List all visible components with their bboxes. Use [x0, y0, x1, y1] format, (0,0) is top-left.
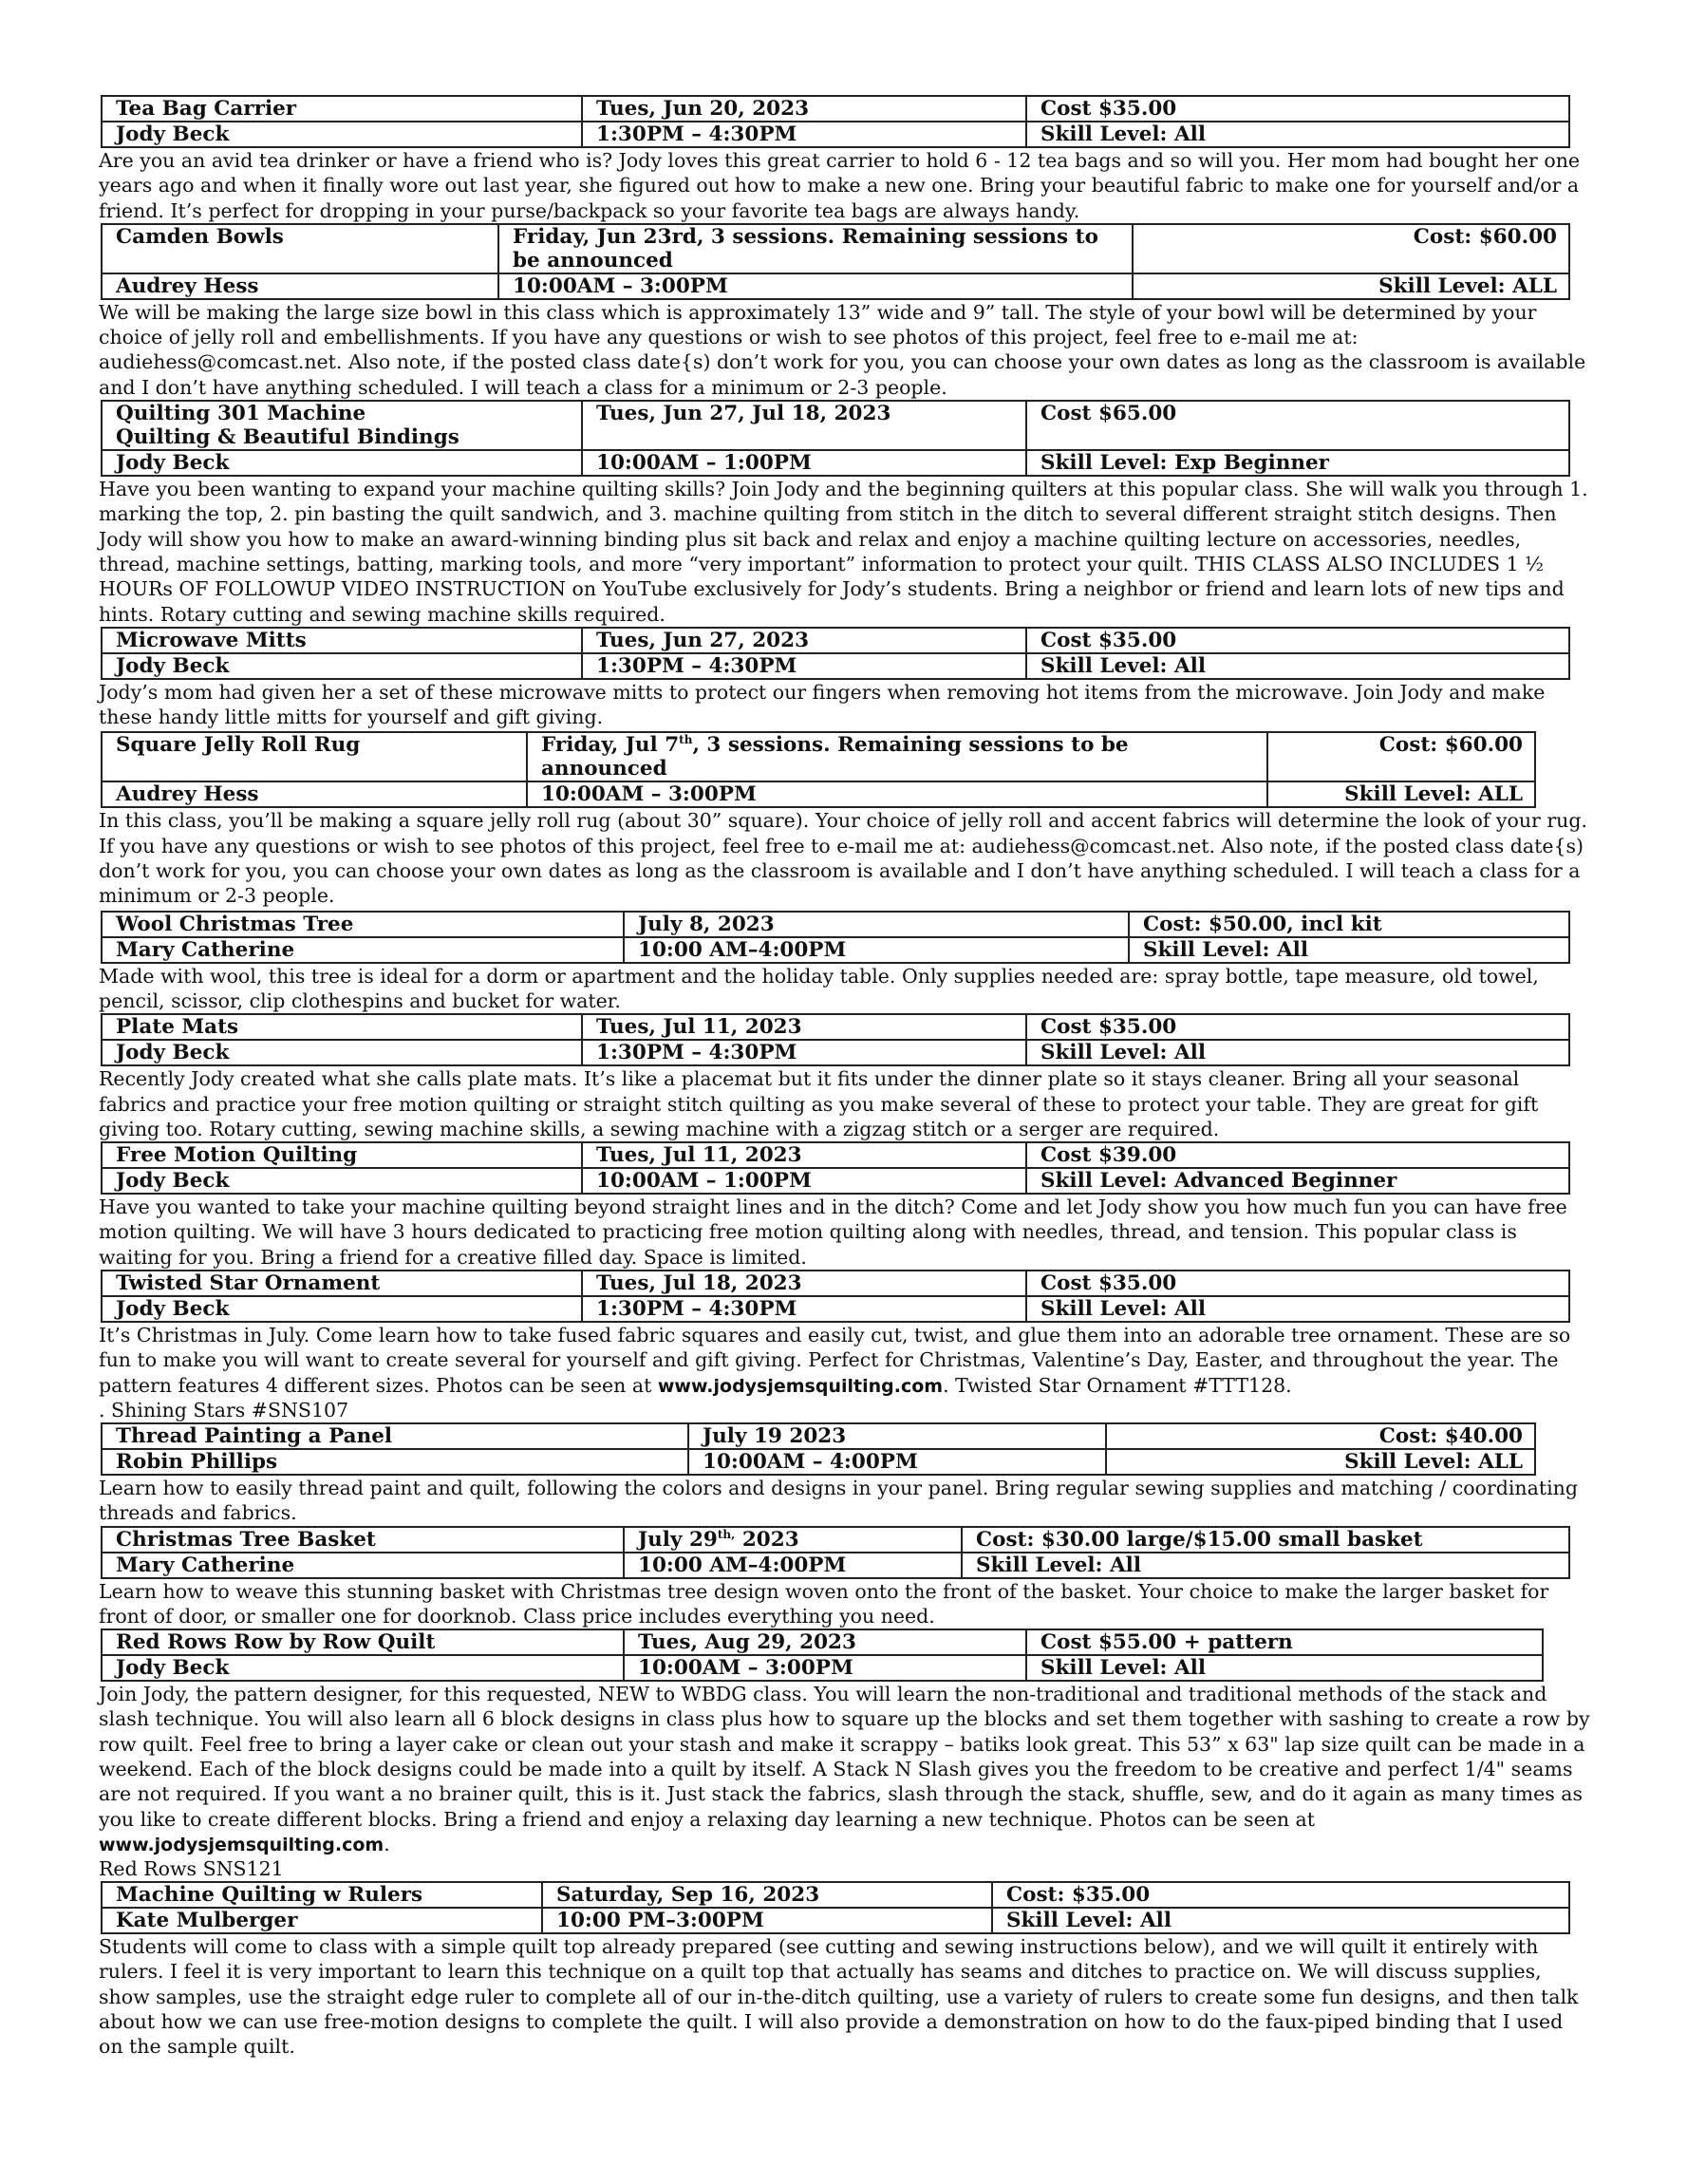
pattern-note: Red Rows SNS121: [99, 1857, 284, 1881]
class-wool-christmas-tree: [99, 911, 1591, 1014]
class-description: Learn how to weave this stunning basket with Christmas tree design woven onto the front of the basket. Your choice to make the larger basket for front of door, or smaller one for doorknob. Class price includes everything you need.: [99, 1579, 1549, 1628]
class-title: Thread Painting a Panel: [102, 1423, 688, 1449]
class-skill: Skill Level: All: [992, 1908, 1569, 1933]
class-time: 1:30PM – 4:30PM: [582, 1040, 1026, 1065]
class-description: Have you wanted to take your machine quilting beyond straight lines and in the ditch? Come and let Jody show you how much fun you can have free motion quilting. We will have 3 hours dedicated to practicing free motion quilting along with needles, thread, and tension. This popular class is waiting for you. Bring a friend for a creative filled day. Space is limited.: [99, 1196, 1567, 1269]
class-description: Join Jody, the pattern designer, for this requested, NEW to WBDG class. You will learn the non-traditional and traditional methods of the stack and slash technique. You will also learn all 6 block designs in class plus how to square up the blocks and set them together with sashing to create a row by row quilt. Feel free to bring a layer cake or clean out your stash and make it scrappy – batiks look great. This 53” x 63" lap size quilt can be made in a weekend. Each of the block designs could be made into a quilt by itself. A Stack N Slash gives you the freedom to be creative and perfect 1/4" seams are not required. If you want a no brainer quilt, this is it. Just stack the fabrics, slash through the stack, shuffle, sew, and do it again as many times as you like to create different blocks. Bring a friend and enjoy a relaxing day learning a new technique. Photos can be seen at www.jodysjemsquilting.com.: [99, 1683, 1590, 1855]
class-skill: Skill Level: All: [1026, 653, 1569, 679]
class-skill: Skill Level: ALL: [1106, 1449, 1535, 1475]
class-title: Wool Christmas Tree: [102, 912, 624, 937]
class-description: We will be making the large size bowl in this class which is approximately 13” wide and 9” tall. The style of your bowl will be determined by your choice of jelly roll and embellishments. If you have any questions or wish to see photos of this project, feel free to e-mail me at: audiehess@comcast.net. Also note, if the posted class date{s) don’t work for you, you can choose your own dates as long as the classroom is available and I don’t have anything scheduled. I will teach a class for a minimum or 2-3 people.: [99, 300, 1586, 399]
class-cost: Cost: $50.00, incl kit: [1129, 912, 1569, 937]
class-title: Twisted Star Ornament: [102, 1271, 582, 1296]
class-skill: Skill Level: All: [962, 1553, 1569, 1578]
class-title: Plate Mats: [102, 1014, 582, 1040]
class-christmas-tree-basket: [99, 1526, 1591, 1629]
class-date: Tues, Jul 11, 2023: [582, 1014, 1026, 1040]
class-title: [102, 401, 582, 450]
class-title: Free Motion Quilting: [102, 1142, 582, 1168]
class-title: Square Jelly Roll Rug: [102, 732, 527, 781]
class-header-table: [101, 1141, 1570, 1195]
class-skill: Skill Level: ALL: [1133, 273, 1569, 299]
class-quilting-301: [99, 400, 1591, 627]
class-instructor: Jody Beck: [102, 122, 582, 147]
class-title-line1: Quilting 301 Machine: [116, 402, 366, 426]
class-cost: Cost: $30.00 large/$15.00 small basket: [962, 1527, 1569, 1553]
class-thread-painting-panel: [99, 1422, 1591, 1526]
class-instructor: Kate Mulberger: [102, 1908, 542, 1933]
class-instructor: Audrey Hess: [102, 781, 527, 807]
class-description: Made with wool, this tree is ideal for a dorm or apartment and the holiday table. Only supplies needed are: spray bottle, tape measure, old towel, pencil, scissor, clip clothespins and bucket for water.: [99, 964, 1539, 1012]
class-instructor: Jody Beck: [102, 1040, 582, 1065]
class-date: Friday, Jun 23rd, 3 sessions. Remaining sessions to be announced: [498, 224, 1133, 273]
class-instructor: Jody Beck: [102, 450, 582, 476]
class-instructor: Mary Catherine: [102, 1553, 624, 1578]
class-description: Recently Jody created what she calls plate mats. It’s like a placemat but it fits under the dinner plate so it stays cleaner. Bring all your seasonal fabrics and practice your free motion quilting or straight stitch quilting as you make several of these to protect your table. They are great for gift giving too. Rotary cutting, sewing machine skills, a sewing machine with a zigzag stitch or a serger are required.: [99, 1067, 1539, 1140]
website-link[interactable]: www.jodysjemsquilting.com: [99, 1834, 384, 1855]
class-header-table: [101, 223, 1570, 300]
class-free-motion-quilting: [99, 1141, 1591, 1270]
class-square-jelly-roll-rug: [99, 731, 1591, 908]
class-skill: Skill Level: Advanced Beginner: [1026, 1168, 1569, 1194]
class-red-rows: [99, 1629, 1591, 1881]
class-skill: Skill Level: All: [1026, 122, 1569, 147]
class-skill: Skill Level: Exp Beginner: [1026, 450, 1569, 476]
class-header-table: [101, 1422, 1536, 1476]
class-header-table: [101, 1881, 1570, 1934]
class-instructor: Robin Phillips: [102, 1449, 688, 1475]
class-header-table: [101, 1629, 1544, 1682]
class-cost: Cost $35.00: [1026, 96, 1569, 122]
class-time: 10:00 PM–3:00PM: [542, 1908, 992, 1933]
class-date: Saturday, Sep 16, 2023: [542, 1882, 992, 1908]
class-time: 1:30PM – 4:30PM: [582, 653, 1026, 679]
class-date: Tues, Jul 18, 2023: [582, 1271, 1026, 1296]
class-date: Tues, Jun 27, 2023: [582, 628, 1026, 653]
class-cost: Cost $35.00: [1026, 1271, 1569, 1296]
website-link[interactable]: www.jodysjemsquilting.com: [657, 1375, 944, 1397]
class-instructor: Jody Beck: [102, 1296, 582, 1322]
class-title: Machine Quilting w Rulers: [102, 1882, 542, 1908]
class-camden-bowls: [99, 223, 1591, 400]
class-header-table: [101, 911, 1570, 964]
class-cost: Cost: $35.00: [992, 1882, 1569, 1908]
class-time: 1:30PM – 4:30PM: [582, 1296, 1026, 1322]
class-date: July $29^{th,}$ 2023: [624, 1527, 962, 1553]
class-date: Friday, Jul 7th, 3 sessions. Remaining sessions to be announced: [527, 732, 1267, 781]
class-title: Christmas Tree Basket: [102, 1527, 624, 1553]
class-cost: Cost: $60.00: [1267, 732, 1535, 781]
class-date: Tues, Jun 20, 2023: [582, 96, 1026, 122]
class-time: 10:00AM – 3:00PM: [498, 273, 1133, 299]
class-date: Tues, Aug 29, 2023: [624, 1629, 1026, 1655]
class-header-table: [101, 731, 1536, 808]
class-title: Microwave Mitts: [102, 628, 582, 653]
class-date: Tues, Jun 27, Jul 18, 2023: [582, 401, 1026, 450]
class-instructor: Mary Catherine: [102, 937, 624, 963]
class-skill: Skill Level: All: [1129, 937, 1569, 963]
class-instructor: Jody Beck: [102, 653, 582, 679]
class-header-table: [101, 1526, 1570, 1579]
class-description: Students will come to class with a simple quilt top already prepared (see cutting and sewing instructions below), and we will quilt it entirely with rulers. I feel it is very important to learn this technique on a quilt top that actually has seams and ditches to practice on. We will discuss supplies, show samples, use the straight edge ruler to complete all of our in-the-ditch quilting, use a variety of rulers to create some fun designs, and then talk about how we can use free-motion designs to complete the quilt. I will also provide a demonstration on how to do the faux-piped binding that I used on the sample quilt.: [99, 1935, 1579, 2059]
class-header-table: [101, 400, 1570, 477]
class-cost: Cost: $40.00: [1106, 1423, 1535, 1449]
class-header-table: [101, 1013, 1570, 1066]
class-instructor: Jody Beck: [102, 1655, 624, 1681]
class-description: In this class, you’ll be making a square jelly roll rug (about 30” square). Your choice of jelly roll and accent fabrics will determine the look of your rug. If you have any questions or wish to see photos of this project, feel free to e-mail me at: audiehess@comcast.net. Also note, if the posted class date{s) don’t work for you, you can choose your own dates as long as the classroom is available and I don’t have anything scheduled. I will teach a class for a minimum or 2-3 people.: [99, 809, 1588, 908]
class-time: 1:30PM – 4:30PM: [582, 122, 1026, 147]
class-plate-mats: [99, 1013, 1591, 1141]
class-microwave-mitts: [99, 627, 1591, 730]
class-twisted-star-ornament: [99, 1270, 1591, 1422]
class-instructor: Audrey Hess: [102, 273, 498, 299]
class-skill: Skill Level: All: [1026, 1040, 1569, 1065]
class-description: Have you been wanting to expand your machine quilting skills? Join Jody and the beginning quilters at this popular class. She will walk you through 1. marking the top, 2. pin basting the quilt sandwich, and 3. machine quilting from stitch in the ditch to several different straight stitch designs. Then Jody will show you how to make an award-winning binding plus sit back and relax and enjoy a machine quilting lecture on accessories, needles, thread, machine settings, batting, marking tools, and more “very important” information to protect your quilt. THIS CLASS ALSO INCLUDES 1 ½ HOURs OF FOLLOWUP VIDEO INSTRUCTION on YouTube exclusively for Jody’s students. Bring a neighbor or friend and learn lots of new tips and hints. Rotary cutting and sewing machine skills required.: [99, 478, 1588, 626]
class-skill: Skill Level: ALL: [1267, 781, 1535, 807]
class-title: Tea Bag Carrier: [102, 96, 582, 122]
class-skill: Skill Level: All: [1026, 1655, 1543, 1681]
class-time: 10:00 AM–4:00PM: [624, 937, 1129, 963]
class-description: Are you an avid tea drinker or have a friend who is? Jody loves this great carrier to hold 6 - 12 tea bags and so will you. Her mom had bought her one years ago and when it finally wore out last year, she figured out how to make a new one. Bring your beautiful fabric to make one for yourself and/or a friend. It’s perfect for dropping in your purse/backpack so your favorite tea bags are always handy.: [99, 149, 1581, 222]
class-skill: Skill Level: All: [1026, 1296, 1569, 1322]
class-description: It’s Christmas in July. Come learn how to take fused fabric squares and easily cut, twist, and glue them into an adorable tree ornament. These are so fun to make you will want to create several for yourself and gift giving. Perfect for Christmas, Valentine’s Day, Easter, and throughout the year. The pattern features 4 different sizes. Photos can be seen at www.jodysjemsquilting.com. Twisted Star Ornament #TTT128.: [99, 1324, 1571, 1397]
class-cost: Cost $65.00: [1026, 401, 1569, 450]
class-time: 10:00 AM–4:00PM: [624, 1553, 962, 1578]
class-cost: Cost $55.00 + pattern: [1026, 1629, 1543, 1655]
class-cost: Cost $35.00: [1026, 628, 1569, 653]
class-time: 10:00AM – 3:00PM: [624, 1655, 1026, 1681]
class-cost: Cost: $60.00: [1133, 224, 1569, 273]
class-time: 10:00AM – 4:00PM: [688, 1449, 1106, 1475]
class-time: 10:00AM – 1:00PM: [582, 1168, 1026, 1194]
class-description: Learn how to easily thread paint and quilt, following the colors and designs in your panel. Bring regular sewing supplies and matching / coordinating threads and fabrics.: [99, 1476, 1578, 1525]
class-header-table: [101, 95, 1570, 148]
class-machine-quilting-rulers: [99, 1881, 1591, 2059]
class-date: July 19 2023: [688, 1423, 1106, 1449]
class-tea-bag-carrier: [99, 95, 1591, 223]
class-title: Red Rows Row by Row Quilt: [102, 1629, 624, 1655]
class-time: 10:00AM – 1:00PM: [582, 450, 1026, 476]
class-description: Jody’s mom had given her a set of these microwave mitts to protect our fingers when removing hot items from the microwave. Join Jody and make these handy little mitts for yourself and gift giving.: [99, 680, 1546, 729]
pattern-note: . Shining Stars #SNS107: [99, 1398, 349, 1421]
class-header-table: [101, 627, 1570, 680]
class-header-table: [101, 1270, 1570, 1323]
class-schedule-page: [99, 95, 1591, 2060]
class-title: Camden Bowls: [102, 224, 498, 273]
class-cost: Cost $39.00: [1026, 1142, 1569, 1168]
class-cost: Cost $35.00: [1026, 1014, 1569, 1040]
class-title-line2: Quilting & Beautiful Bindings: [116, 425, 459, 450]
class-date: July 8, 2023: [624, 912, 1129, 937]
class-time: 10:00AM – 3:00PM: [527, 781, 1267, 807]
class-instructor: Jody Beck: [102, 1168, 582, 1194]
class-date: Tues, Jul 11, 2023: [582, 1142, 1026, 1168]
